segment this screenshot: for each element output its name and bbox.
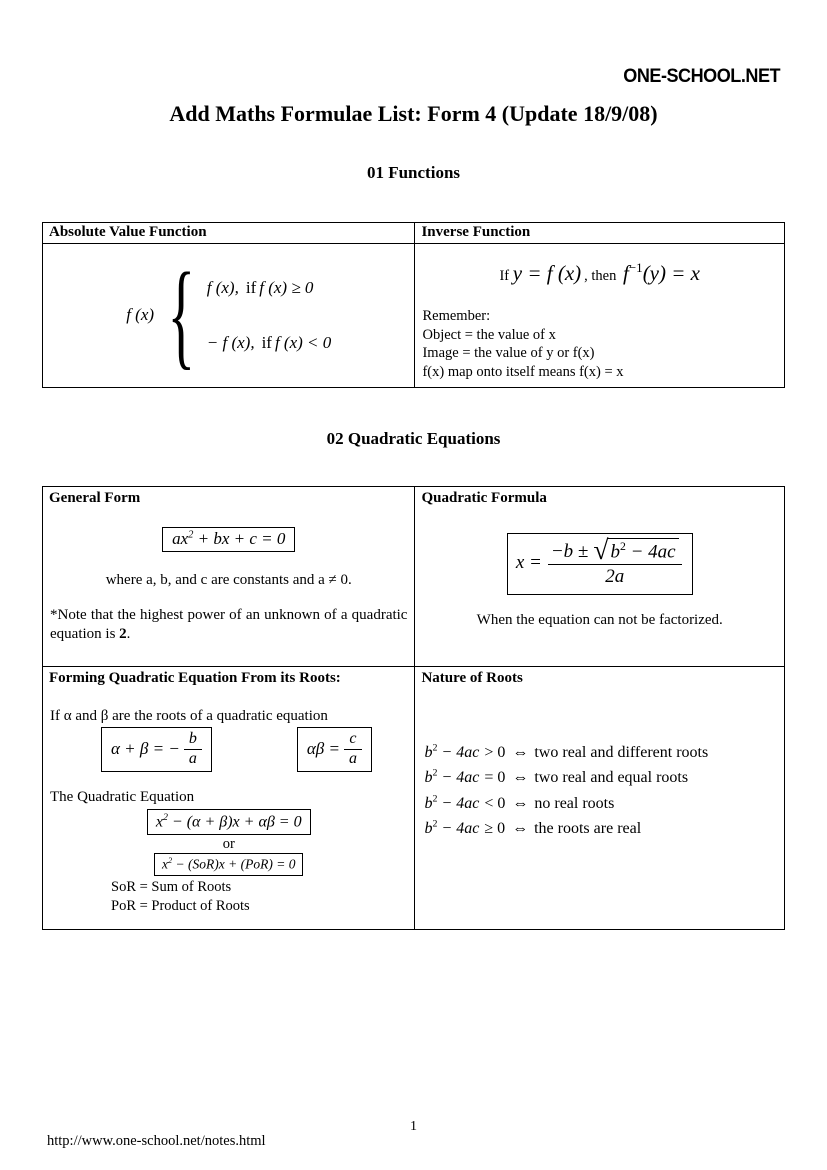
root-description: the roots are real: [534, 819, 642, 837]
absolute-value-cell: [43, 244, 415, 388]
square-root: [593, 534, 678, 565]
quadratic-formula-header: Quadratic Formula: [421, 490, 547, 506]
formula-lhs: x =: [515, 552, 542, 574]
legend-line-por: PoR = Product of Roots: [111, 898, 250, 915]
page-footer: [0, 1119, 827, 1149]
iff-arrow-icon: ⇔: [512, 744, 529, 761]
footer-url: http://www.one-school.net/notes.html: [47, 1133, 266, 1149]
nature-row: [424, 765, 784, 790]
equation-exponent: 2: [162, 812, 168, 823]
section-heading-functions: 01 Functions: [366, 163, 461, 182]
general-form-formula-box: [162, 527, 295, 552]
absolute-value-header: Absolute Value Function: [43, 223, 415, 244]
piecewise-brace: {: [167, 248, 196, 380]
condition: = 0: [484, 769, 506, 787]
quadratic-table: [42, 486, 785, 930]
root-description: two real and equal roots: [534, 769, 689, 787]
note-text: *Note that the highest power of an unknown of a quadratic equation is: [50, 607, 408, 642]
functions-table-header-row: [43, 223, 785, 244]
inverse-rest: (y) = x: [642, 261, 700, 285]
fraction-numerator: c: [349, 730, 357, 747]
page-number: 1: [410, 1119, 417, 1134]
page-title: Add Maths Formulae List: Form 4 (Update 18/9/08): [169, 101, 658, 126]
case-keyword: if: [245, 277, 257, 297]
case-expression: − f (x),: [206, 332, 255, 352]
fraction-denominator: 2a: [548, 564, 682, 588]
general-form-formula-line: [43, 527, 414, 552]
discriminant-base: b: [424, 744, 433, 761]
inverse-formula-line: [415, 260, 784, 286]
case-keyword: if: [261, 332, 272, 352]
fraction: [548, 534, 682, 588]
nature-row: [424, 816, 784, 841]
radicand-base: b: [610, 541, 620, 563]
case-condition: f (x) ≥ 0: [259, 277, 314, 297]
forming-roots-cell: [43, 667, 415, 930]
fraction-denominator: a: [344, 749, 362, 768]
note-period: .: [126, 625, 131, 642]
equation-rest: − (SoR)x + (PoR) = 0: [172, 856, 296, 872]
numerator-prefix: −b ±: [550, 541, 589, 563]
equation-base: x: [155, 813, 163, 831]
discriminant-exponent: 2: [432, 793, 438, 805]
inverse-notes: [415, 307, 784, 385]
inverse-function-header: Inverse Function: [415, 223, 785, 244]
note-line: Image = the value of y or f(x): [422, 345, 595, 362]
sor-por-equation-box: [154, 853, 303, 876]
radicand: [607, 538, 678, 563]
discriminant-base: b: [424, 819, 433, 837]
section-heading-quadratic: 02 Quadratic Equations: [326, 429, 501, 448]
radical-sign: √: [593, 534, 609, 565]
legend-line-sor: SoR = Sum of Roots: [111, 878, 232, 895]
discriminant-rest: − 4ac: [437, 794, 480, 812]
nature-of-roots-cell: [415, 667, 785, 930]
if-word: If: [499, 268, 510, 284]
product-lhs: αβ =: [306, 739, 340, 758]
forming-intro-line: If α and β are the roots of a quadratic equation: [50, 708, 328, 724]
general-form-header: General Form: [49, 490, 141, 506]
functions-table-body-row: [43, 244, 785, 388]
quadratic-table-row-2: [43, 667, 785, 930]
fraction-numerator: [548, 534, 682, 565]
discriminant-exponent: 2: [432, 742, 438, 754]
then-word: , then: [584, 268, 617, 284]
functions-table: [42, 222, 785, 388]
piecewise-cases: [207, 278, 332, 353]
note-line: Remember:: [422, 308, 491, 324]
discriminant-rest: − 4ac: [437, 819, 480, 837]
quadratic-table-row-1: [43, 487, 785, 667]
fraction-denominator: a: [184, 749, 202, 768]
general-form-cell: [43, 487, 415, 667]
formula-rest: + bx + c = 0: [193, 529, 286, 548]
discriminant-base: b: [424, 769, 433, 787]
inverse-equation-right: [623, 261, 700, 285]
or-word: or: [222, 836, 235, 853]
product-of-roots-box: [297, 727, 372, 772]
nature-row: [424, 791, 784, 816]
sor-por-equation-line: [43, 853, 414, 876]
forming-roots-header: Forming Quadratic Equation From its Roots:: [49, 670, 341, 686]
site-logo: ONE-SCHOOL.NET: [623, 66, 780, 87]
piecewise-case-positive: [207, 278, 332, 298]
formula-exponent: 2: [188, 529, 194, 541]
quadratic-formula-line: [415, 533, 784, 595]
the-quadratic-equation-line: The Quadratic Equation: [50, 789, 195, 805]
case-condition: f (x) < 0: [274, 332, 332, 352]
note-line: f(x) map onto itself means f(x) = x: [422, 363, 624, 380]
equation-base: x: [161, 856, 168, 872]
equation-exponent: 2: [167, 856, 173, 866]
brand-line: [42, 66, 785, 88]
discriminant-exponent: 2: [432, 767, 438, 779]
inverse-base: f: [622, 261, 629, 285]
root-description: two real and different roots: [534, 744, 709, 761]
equation-rest: − (α + β)x + αβ = 0: [167, 813, 302, 831]
function-label: f (x): [126, 305, 155, 324]
piecewise-definition: [43, 244, 414, 386]
condition: > 0: [484, 744, 506, 761]
root-description: no real roots: [534, 794, 615, 812]
quadratic-formula-cell: [415, 487, 785, 667]
nature-of-roots-rows: [415, 740, 784, 841]
case-expression: f (x),: [206, 277, 239, 297]
inverse-function-cell: [415, 244, 785, 388]
nature-row: [424, 740, 784, 765]
discriminant-base: b: [424, 794, 433, 812]
discriminant-exponent: 2: [432, 818, 438, 830]
formula-base: ax: [172, 529, 189, 548]
iff-arrow-icon: ⇔: [512, 769, 529, 787]
roots-legend: [43, 878, 414, 917]
radicand-exponent: 2: [619, 540, 626, 553]
quadratic-formula-box: [507, 533, 693, 595]
quadratic-formula-caption: When the equation can not be factorized.: [476, 612, 723, 629]
general-form-where-line: where a, b, and c are constants and a ≠ 0.: [105, 572, 352, 588]
piecewise-case-negative: [207, 333, 332, 353]
nature-of-roots-header: Nature of Roots: [421, 670, 523, 686]
roots-formula-row: [43, 727, 414, 772]
roots-equation-line: [43, 809, 414, 835]
radicand-rest: − 4ac: [625, 541, 676, 563]
sum-lhs: α + β = −: [111, 739, 180, 758]
condition: < 0: [484, 794, 506, 812]
sum-of-roots-box: [101, 727, 212, 772]
inverse-exponent: −1: [628, 260, 643, 275]
discriminant-rest: − 4ac: [437, 744, 480, 761]
note-line: Object = the value of x: [422, 326, 556, 343]
condition: ≥ 0: [484, 819, 506, 837]
fraction-numerator: b: [188, 730, 197, 747]
inverse-equation-left: y = f (x): [512, 261, 582, 285]
general-form-note: [43, 606, 414, 643]
fraction: [184, 730, 202, 768]
fraction: [344, 730, 362, 768]
note-bold-number: 2: [119, 625, 127, 642]
iff-arrow-icon: ⇔: [512, 794, 529, 812]
discriminant-rest: − 4ac: [437, 769, 480, 787]
iff-arrow-icon: ⇔: [512, 819, 529, 837]
roots-equation-box: [147, 809, 311, 835]
